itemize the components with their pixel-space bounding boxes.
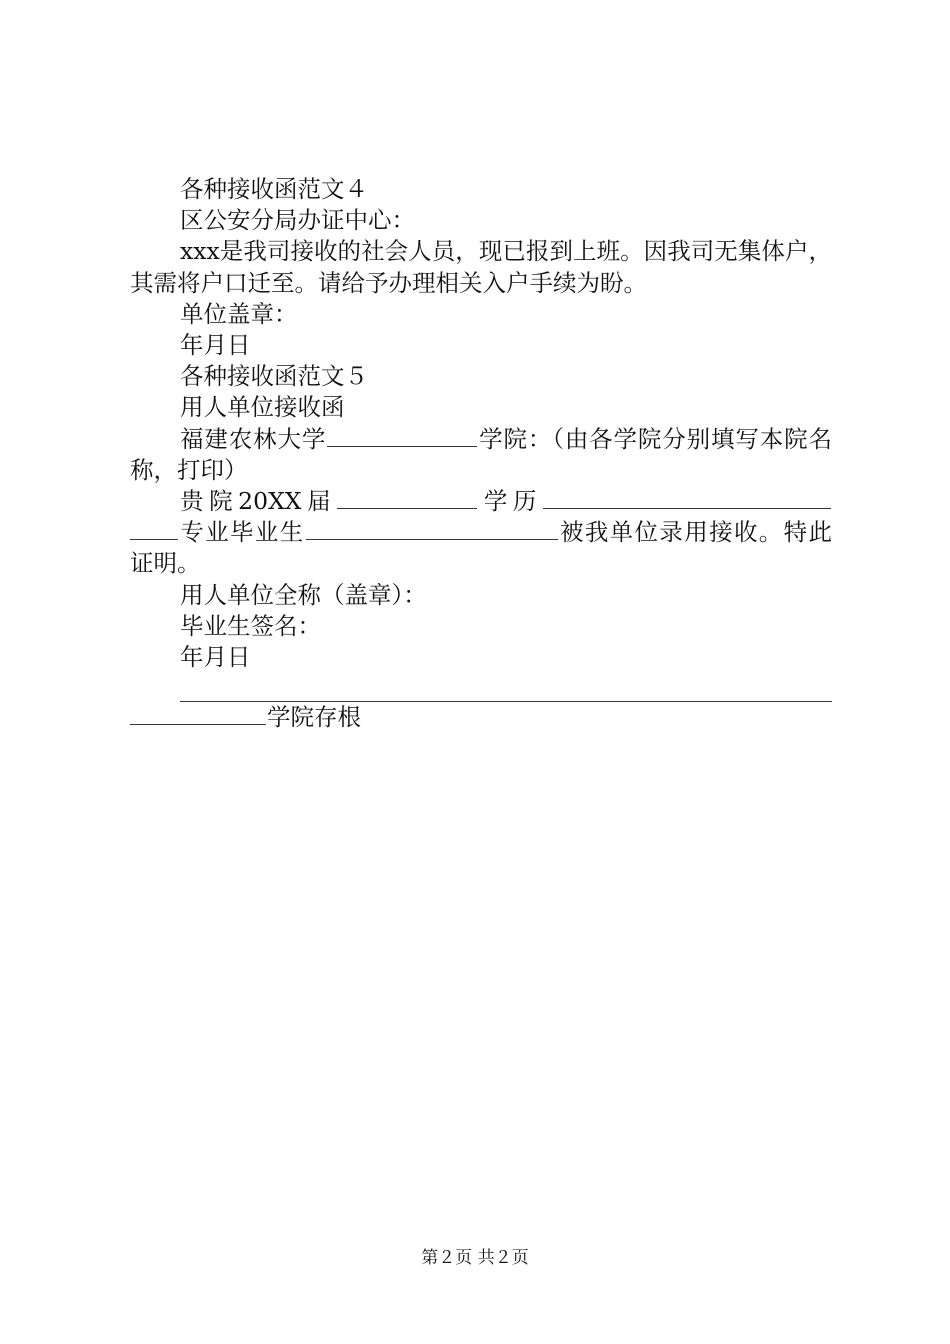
degree-blank <box>543 486 831 509</box>
graduate-line <box>130 486 832 580</box>
college-blank <box>327 424 477 447</box>
degree-label: 学历 <box>478 487 543 516</box>
seal-line-4: 单位盖章： <box>180 299 298 328</box>
degree-blank-continued <box>130 517 178 540</box>
stub-line <box>130 702 832 733</box>
stub-label: 学院存根 <box>267 703 361 732</box>
heading-sample-4: 各种接收函范文４ <box>180 175 368 203</box>
addressee: 区公安分局办证中心： <box>180 206 415 235</box>
stub-blank <box>130 702 266 725</box>
heading-sample-5: 各种接收函范文５ <box>180 362 368 391</box>
page-footer: 第２页 共２页 <box>421 1248 529 1268</box>
college-instruction: 学院：（由各学院分别填写本院名称，打印） <box>130 424 833 484</box>
acceptance-text: 被我单位录用接收。特此证明。 <box>130 518 833 578</box>
document-body <box>130 174 832 733</box>
letter-title-5: 用人单位接收函 <box>180 393 345 422</box>
name-blank <box>306 517 558 540</box>
date-line-5: 年月日 <box>180 643 251 672</box>
major-label: 专业毕业生 <box>179 518 305 547</box>
cut-line <box>180 681 832 702</box>
graduate-signature-line: 毕业生签名： <box>180 611 321 640</box>
graduation-year: 贵院20XX届 <box>180 487 337 516</box>
date-line-4: 年月日 <box>180 331 251 360</box>
year-blank <box>337 486 477 509</box>
employer-name-line: 用人单位全称（盖章）： <box>180 580 427 609</box>
letter-body-4: xxx是我司接收的社会人员，现已报到上班。因我司无集体户，其需将户口迁至。请给予办理相关入户手续为盼。 <box>130 237 832 297</box>
university-line <box>130 424 832 486</box>
university-name: 福建农林大学 <box>180 424 327 453</box>
